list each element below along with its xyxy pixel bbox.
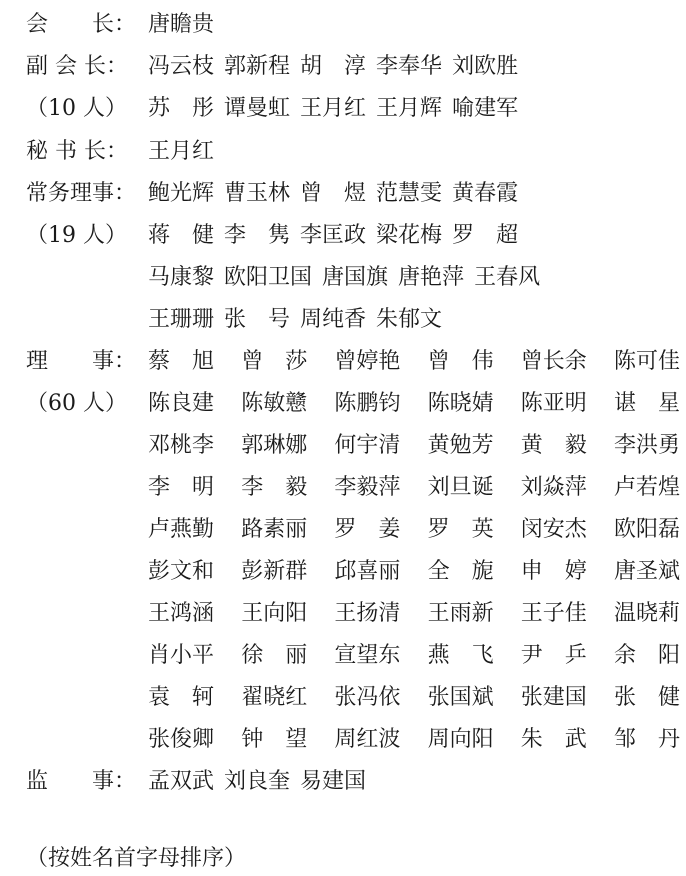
member-name: 胡 淳 bbox=[300, 54, 367, 79]
member-name: 王月红 bbox=[148, 139, 215, 164]
member-name: 李 毅 bbox=[241, 475, 308, 500]
roster-row bbox=[26, 49, 686, 79]
roster-row bbox=[26, 470, 686, 500]
member-name: 李奉华 bbox=[376, 54, 443, 79]
sort-note: （按姓名首字母排序） bbox=[26, 846, 247, 871]
roster-row bbox=[26, 386, 686, 416]
member-name: 欧阳磊 bbox=[613, 517, 680, 542]
name-list bbox=[148, 512, 680, 543]
name-list bbox=[148, 344, 680, 375]
member-name: 蒋 健 bbox=[148, 223, 215, 248]
member-name: 闵安杰 bbox=[520, 517, 587, 542]
name-list bbox=[148, 91, 680, 122]
member-name: 王向阳 bbox=[241, 601, 308, 626]
member-name: 曾 煜 bbox=[300, 181, 367, 206]
member-name: 张国斌 bbox=[427, 685, 494, 710]
roster-row bbox=[26, 428, 686, 458]
role-label: 会 长： bbox=[26, 12, 137, 37]
name-list bbox=[148, 260, 680, 291]
member-name: 张俊卿 bbox=[148, 727, 215, 752]
member-name: 曾 伟 bbox=[427, 349, 494, 374]
member-name: 邱喜丽 bbox=[334, 559, 401, 584]
member-name: 李 隽 bbox=[224, 223, 291, 248]
member-name: 卢燕勤 bbox=[148, 517, 215, 542]
roster-row bbox=[26, 134, 686, 164]
member-name: 喻建军 bbox=[452, 96, 519, 121]
role-label: 常务理事： bbox=[26, 181, 137, 206]
member-name: 全 旎 bbox=[427, 559, 494, 584]
member-name: 黄勉芳 bbox=[427, 433, 494, 458]
member-name: 彭文和 bbox=[148, 559, 215, 584]
role-label: （60 人） bbox=[26, 391, 127, 416]
member-name: 翟晓红 bbox=[241, 685, 308, 710]
name-list bbox=[148, 302, 680, 333]
member-name: 郭新程 bbox=[224, 54, 291, 79]
member-name: 李匡政 bbox=[300, 223, 367, 248]
member-name: 刘良奎 bbox=[224, 769, 291, 794]
member-name: 黄 毅 bbox=[520, 433, 587, 458]
member-name: 刘旦诞 bbox=[427, 475, 494, 500]
member-name: 尹 乒 bbox=[520, 643, 587, 668]
member-name: 陈晓婧 bbox=[427, 391, 494, 416]
member-name: 刘焱萍 bbox=[520, 475, 587, 500]
name-list bbox=[148, 49, 680, 80]
name-list bbox=[148, 218, 680, 249]
member-name: 曾婷艳 bbox=[334, 349, 401, 374]
member-name: 唐艳萍 bbox=[398, 265, 465, 290]
member-name: 孟双武 bbox=[148, 769, 215, 794]
roster-row bbox=[26, 260, 686, 290]
roster-row bbox=[26, 344, 686, 374]
name-list bbox=[148, 722, 680, 753]
member-name: 路素丽 bbox=[241, 517, 308, 542]
member-name: 张 号 bbox=[224, 307, 291, 332]
member-name: 黄春霞 bbox=[452, 181, 519, 206]
member-name: 陈鹏钧 bbox=[334, 391, 401, 416]
member-name: 何宇清 bbox=[334, 433, 401, 458]
roster-row bbox=[26, 512, 686, 542]
member-name: 唐瞻贵 bbox=[148, 12, 215, 37]
member-name: 王子佳 bbox=[520, 601, 587, 626]
member-name: 朱郁文 bbox=[376, 307, 443, 332]
role-label: 副 会 长： bbox=[26, 54, 128, 79]
name-list bbox=[148, 386, 680, 417]
roster-row bbox=[26, 7, 686, 37]
member-name: 李洪勇 bbox=[613, 433, 680, 458]
member-name: 唐圣斌 bbox=[613, 559, 680, 584]
member-name: 王珊珊 bbox=[148, 307, 215, 332]
name-list bbox=[148, 638, 680, 669]
member-name: 朱 武 bbox=[520, 727, 587, 752]
member-name: 曾长余 bbox=[520, 349, 587, 374]
member-name: 王春风 bbox=[474, 265, 541, 290]
member-name: 陈可佳 bbox=[613, 349, 680, 374]
roster-row bbox=[26, 302, 686, 332]
member-name: 陈敏戆 bbox=[241, 391, 308, 416]
roster-row bbox=[26, 764, 686, 794]
member-name: 陈良建 bbox=[148, 391, 215, 416]
member-name: 郭琳娜 bbox=[241, 433, 308, 458]
name-list bbox=[148, 134, 680, 165]
member-name: 王月红 bbox=[300, 96, 367, 121]
member-name: 鲍光辉 bbox=[148, 181, 215, 206]
member-name: 王月辉 bbox=[376, 96, 443, 121]
member-name: 周纯香 bbox=[300, 307, 367, 332]
member-name: 李毅萍 bbox=[334, 475, 401, 500]
member-name: 邓桃李 bbox=[148, 433, 215, 458]
roster-row bbox=[26, 91, 686, 121]
member-name: 范慧雯 bbox=[376, 181, 443, 206]
member-name: 李 明 bbox=[148, 475, 215, 500]
member-name: 谭曼虹 bbox=[224, 96, 291, 121]
name-list bbox=[148, 596, 680, 627]
name-list bbox=[148, 680, 680, 711]
member-name: 马康黎 bbox=[148, 265, 215, 290]
name-list bbox=[148, 764, 680, 795]
member-name: 陈亚明 bbox=[520, 391, 587, 416]
member-name: 徐 丽 bbox=[241, 643, 308, 668]
name-list bbox=[148, 554, 680, 585]
member-name: 唐国旗 bbox=[322, 265, 389, 290]
member-name: 周红波 bbox=[334, 727, 401, 752]
member-name: 罗 姜 bbox=[334, 517, 401, 542]
member-name: 彭新群 bbox=[241, 559, 308, 584]
name-list bbox=[148, 176, 680, 207]
member-name: 谌 星 bbox=[613, 391, 680, 416]
member-name: 钟 望 bbox=[241, 727, 308, 752]
member-name: 曾 莎 bbox=[241, 349, 308, 374]
member-name: 肖小平 bbox=[148, 643, 215, 668]
member-name: 周向阳 bbox=[427, 727, 494, 752]
roster-row bbox=[26, 218, 686, 248]
member-name: 张 健 bbox=[613, 685, 680, 710]
member-name: 曹玉林 bbox=[224, 181, 291, 206]
name-list bbox=[148, 428, 680, 459]
name-list bbox=[148, 7, 680, 38]
roster-row bbox=[26, 638, 686, 668]
member-name: 申 婷 bbox=[520, 559, 587, 584]
member-name: 张冯依 bbox=[334, 685, 401, 710]
roster-row bbox=[26, 176, 686, 206]
member-name: 袁 轲 bbox=[148, 685, 215, 710]
member-name: 卢若煌 bbox=[613, 475, 680, 500]
role-label: （19 人） bbox=[26, 223, 127, 248]
member-name: 欧阳卫国 bbox=[224, 265, 313, 290]
role-label: （10 人） bbox=[26, 96, 127, 121]
name-list bbox=[148, 470, 680, 501]
member-name: 燕 飞 bbox=[427, 643, 494, 668]
role-label: 秘 书 长： bbox=[26, 139, 128, 164]
roster-row bbox=[26, 596, 686, 626]
member-name: 苏 彤 bbox=[148, 96, 215, 121]
member-name: 刘欧胜 bbox=[452, 54, 519, 79]
member-name: 王扬清 bbox=[334, 601, 401, 626]
member-name: 蔡 旭 bbox=[148, 349, 215, 374]
roster-row bbox=[26, 680, 686, 710]
roster-row bbox=[26, 554, 686, 584]
member-name: 余 阳 bbox=[613, 643, 680, 668]
member-name: 宣望东 bbox=[334, 643, 401, 668]
member-name: 易建国 bbox=[300, 769, 367, 794]
role-label: 监 事： bbox=[26, 769, 137, 794]
role-label: 理 事： bbox=[26, 349, 137, 374]
member-name: 温晓莉 bbox=[613, 601, 680, 626]
member-name: 邹 丹 bbox=[613, 727, 680, 752]
member-name: 冯云枝 bbox=[148, 54, 215, 79]
member-name: 王鸿涵 bbox=[148, 601, 215, 626]
member-name: 张建国 bbox=[520, 685, 587, 710]
member-name: 王雨新 bbox=[427, 601, 494, 626]
roster-row bbox=[26, 722, 686, 752]
member-name: 罗 英 bbox=[427, 517, 494, 542]
member-name: 罗 超 bbox=[452, 223, 519, 248]
member-name: 梁花梅 bbox=[376, 223, 443, 248]
